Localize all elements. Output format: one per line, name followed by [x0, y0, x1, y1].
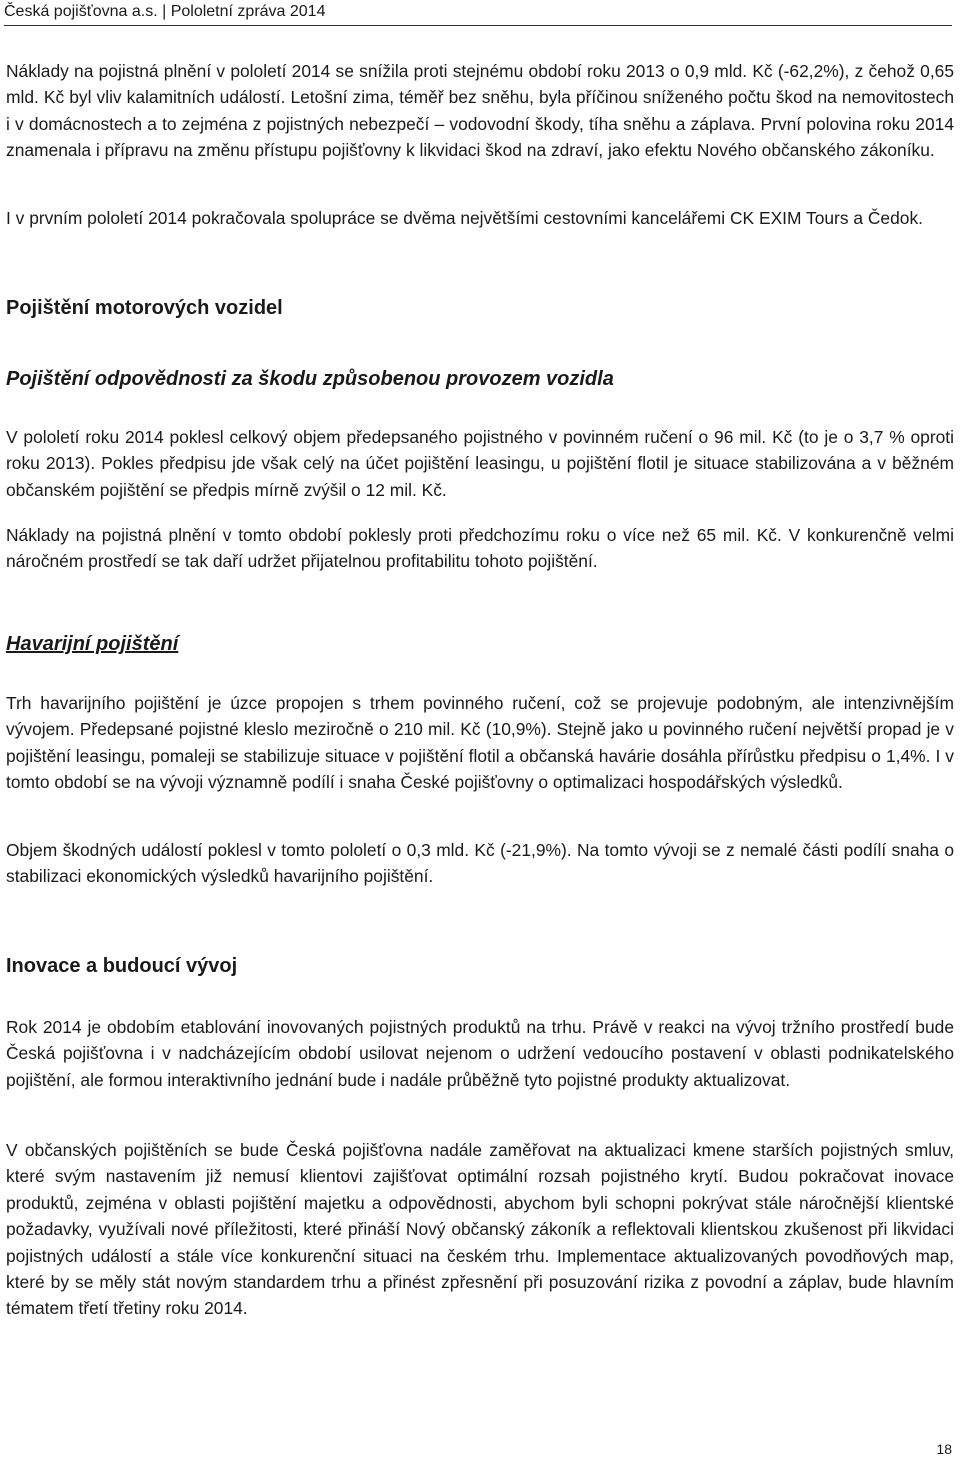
header-separator: |: [162, 3, 167, 20]
heading-innovation: Inovace a budoucí vývoj: [6, 955, 238, 977]
page-header: [4, 2, 952, 26]
paragraph-innovation-products: Rok 2014 je obdobím etablování inovovaných pojistných produktů na trhu. Právě v reakci na vývoj tržního prostředí bude Česká pojišťovna i v nadcházejícím období usilovat nejenom o udržení vedoucího postavení v oblasti podnikatelského pojištění, ale formou interaktivního jednání bude i nadále průběžně tyto pojistné produkty aktualizovat.: [6, 1017, 954, 1090]
paragraph-civil-insurance: V občanských pojištěních se bude Česká pojišťovna nadále zaměřovat na aktualizaci kmene starších pojistných smluv, které svým nastavením již nemusí klientovi zajišťovat optimální rozsah pojistného krytí. Budou pokračovat inovace produktů, zejména v oblasti pojištění majetku a odpovědnosti, abychom byli schopni pokrývat stále náročnější klientské požadavky, využívali nové příležitosti, které přináší Nový občanský zákoník a reflektovali klientskou zkušenost při likvidaci pojistných událostí a stále více konkurenční situaci na českém trhu. Implementace aktualizovaných povodňových map, které by se měly stát novým standardem trhu a přinést zpřesnění při posuzování rizika z povodní a záplav, bude hlavním tématem třetí třetiny roku 2014.: [6, 1140, 954, 1319]
heading-motor-insurance: Pojištění motorových vozidel: [6, 297, 283, 319]
paragraph-accident-market: Trh havarijního pojištění je úzce propojen s trhem povinného ručení, což se projevuje podobným, ale intenzivnějším vývojem. Předepsané pojistné kleslo meziročně o 210 mil. Kč (10,9%). Stejně jako u povinného ručení největší propad je v pojištění leasingu, pomaleji se stabilizuje situace v pojištění flotil a občanská havárie dosáhla přírůstku předpisu o 1,4%. I v tomto období se na vývoji významně podílí i snaha České pojišťovny o optimalizaci hospodářských výsledků.: [6, 693, 954, 793]
paragraph-travel-agencies: I v prvním pololetí 2014 pokračovala spolupráce se dvěma největšími cestovními kancelářemi CK EXIM Tours a Čedok.: [6, 208, 923, 228]
paragraph-accident-claims: Objem škodných událostí poklesl v tomto pololetí o 0,3 mld. Kč (-21,9%). Na tomto vývoji se z nemalé části podílí snaha o stabilizaci ekonomických výsledků havarijního pojištění.: [6, 840, 954, 887]
paragraph-liability-premium: V pololetí roku 2014 poklesl celkový objem předepsaného pojistného v povinném ručení o 96 mil. Kč (to je o 3,7 % oproti roku 2013). Pokles předpisu jde však celý na účet pojištění leasingu, u pojištění flotil je situace stabilizována a v běžném občanském pojištění se předpis mírně zvýšil o 12 mil. Kč.: [6, 427, 954, 500]
header-company: Česká pojišťovna a.s.: [4, 3, 158, 20]
heading-accident-insurance: Havarijní pojištění: [6, 633, 179, 655]
paragraph-liability-costs: Náklady na pojistná plnění v tomto období poklesly proti předchozímu roku o více než 65 mil. Kč. V konkurenčně velmi náročném prostředí se tak daří udržet přijatelnou profitabilitu tohoto pojištění.: [6, 525, 954, 572]
heading-liability-insurance: Pojištění odpovědnosti za škodu způsobenou provozem vozidla: [6, 368, 614, 390]
paragraph-claims-costs: Náklady na pojistná plnění v pololetí 2014 se snížila proti stejnému období roku 2013 o 0,9 mld. Kč (-62,2%), z čehož 0,65 mld. Kč byl vliv kalamitních událostí. Letošní zima, téměř bez sněhu, byla příčinou sníženého počtu škod na nemovitostech i v domácnostech a to zejména z pojistných nebezpečí – vodovodní škody, tíha sněhu a záplava. První polovina roku 2014 znamenala i přípravu na změnu přístupu pojišťovny k likvidaci škod na zdraví, jako efektu Nového občanského zákoníku.: [6, 61, 954, 161]
header-report-title: Pololetní zpráva 2014: [170, 3, 326, 20]
page-number: 18: [936, 1441, 952, 1457]
